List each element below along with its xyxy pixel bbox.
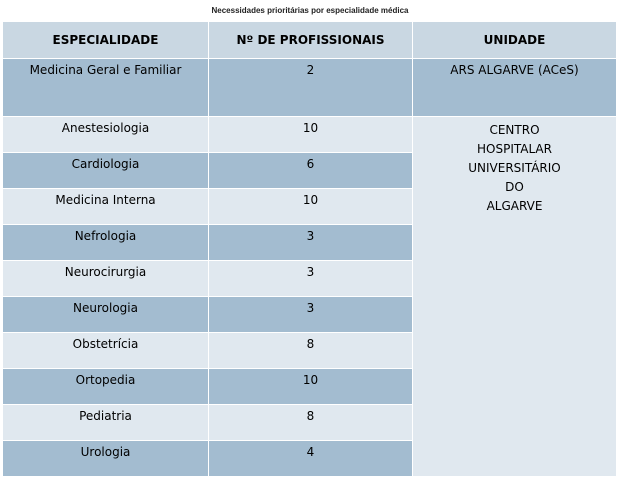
count-cell: 10 (209, 189, 413, 225)
unit-line: CENTRO (489, 123, 540, 137)
header-unit: UNIDADE (413, 22, 617, 59)
count-cell: 6 (209, 153, 413, 189)
specialty-table (2, 21, 617, 477)
count-cell: 10 (209, 369, 413, 405)
count-cell: 4 (209, 441, 413, 477)
count-cell: 8 (209, 405, 413, 441)
count-cell: 3 (209, 261, 413, 297)
specialty-cell: Ortopedia (3, 369, 209, 405)
specialty-cell: Obstetrícia (3, 333, 209, 369)
unit-cell-merged (413, 117, 617, 477)
header-specialty: ESPECIALIDADE (3, 22, 209, 59)
table-row (3, 117, 617, 153)
specialty-cell: Anestesiologia (3, 117, 209, 153)
unit-cell: ARS ALGARVE (ACeS) (413, 59, 617, 117)
table-header-row (3, 22, 617, 59)
count-cell: 3 (209, 225, 413, 261)
unit-line: HOSPITALAR (477, 142, 552, 156)
specialty-cell: Nefrologia (3, 225, 209, 261)
specialty-cell: Medicina Interna (3, 189, 209, 225)
header-count: Nº DE PROFISSIONAIS (209, 22, 413, 59)
count-cell: 10 (209, 117, 413, 153)
specialty-cell: Urologia (3, 441, 209, 477)
specialty-cell: Neurologia (3, 297, 209, 333)
unit-line: ALGARVE (486, 199, 543, 213)
unit-line: DO (505, 180, 524, 194)
count-cell: 2 (209, 59, 413, 117)
count-cell: 3 (209, 297, 413, 333)
table-caption: Necessidades prioritárias por especialidade médica (211, 6, 409, 15)
count-cell: 8 (209, 333, 413, 369)
specialty-cell: Neurocirurgia (3, 261, 209, 297)
specialty-cell: Cardiologia (3, 153, 209, 189)
unit-line: UNIVERSITÁRIO (468, 161, 561, 175)
table-row (3, 59, 617, 117)
specialty-cell: Medicina Geral e Familiar (3, 59, 209, 117)
specialty-cell: Pediatria (3, 405, 209, 441)
